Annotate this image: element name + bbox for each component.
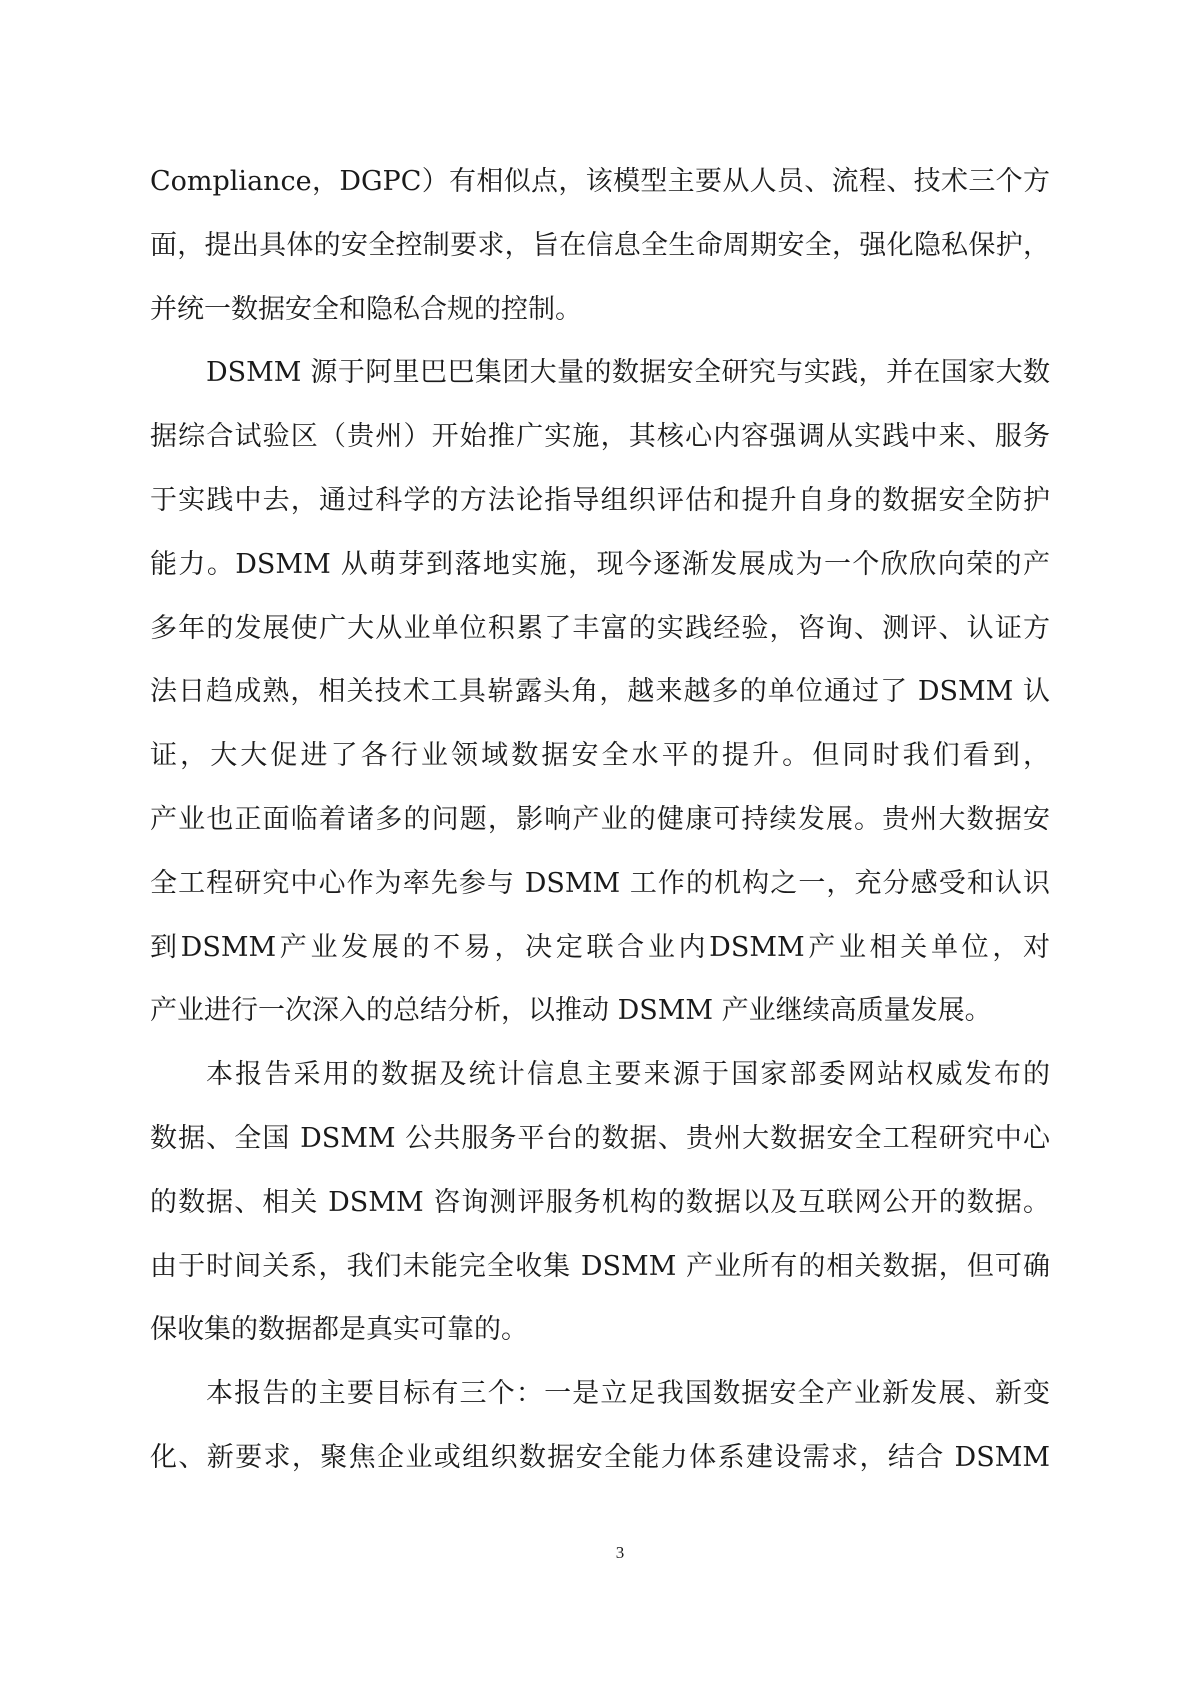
text-line: 法日趋成熟，相关技术工具崭露头角，越来越多的单位通过了 DSMM 认: [150, 676, 1050, 708]
text-line: 化、新要求，聚焦企业或组织数据安全能力体系建设需求，结合 DSMM: [150, 1441, 1050, 1473]
text-line: 证，大大促进了各行业领域数据安全水平的提升。但同时我们看到，: [150, 740, 1050, 772]
page-body: [150, 150, 1050, 1490]
text-line: 本报告的主要目标有三个：一是立足我国数据安全产业新发展、新变: [206, 1378, 1050, 1410]
text-line: 产业进行一次深入的总结分析，以推动 DSMM 产业继续高质量发展。: [150, 995, 992, 1027]
text-line: 产业也正面临着诸多的问题，影响产业的健康可持续发展。贵州大数据安: [150, 803, 1050, 835]
text-line: 的数据、相关 DSMM 咨询测评服务机构的数据以及互联网公开的数据。: [150, 1186, 1050, 1218]
text-line: 全工程研究中心作为率先参与 DSMM 工作的机构之一，充分感受和认识: [150, 867, 1050, 899]
text-line: 保收集的数据都是真实可靠的。: [150, 1314, 528, 1346]
text-line: 由于时间关系，我们未能完全收集 DSMM 产业所有的相关数据，但可确: [150, 1250, 1050, 1282]
text-line: 于实践中去，通过科学的方法论指导组织评估和提升自身的数据安全防护: [150, 484, 1050, 516]
text-line: 到DSMM产业发展的不易，决定联合业内DSMM产业相关单位，对: [150, 931, 1050, 963]
text-line: 多年的发展使广大从业单位积累了丰富的实践经验，咨询、测评、认证方: [150, 612, 1050, 644]
page-number: 3: [615, 1543, 625, 1562]
text-line: 数据、全国 DSMM 公共服务平台的数据、贵州大数据安全工程研究中心: [150, 1122, 1050, 1154]
text-line: 面，提出具体的安全控制要求，旨在信息全生命周期安全，强化隐私保护，: [150, 229, 1050, 261]
paragraph: [150, 150, 1050, 341]
paragraph: [150, 1362, 1050, 1490]
text-line: Compliance，DGPC）有相似点，该模型主要从人员、流程、技术三个方: [150, 166, 1050, 197]
text-line: 据综合试验区（贵州）开始推广实施，其核心内容强调从实践中来、服务: [150, 421, 1050, 453]
paragraph: [150, 1043, 1050, 1362]
text-line: 能力。DSMM 从萌芽到落地实施，现今逐渐发展成为一个欣欣向荣的产: [150, 548, 1050, 580]
text-line: DSMM 源于阿里巴巴集团大量的数据安全研究与实践，并在国家大数: [206, 357, 1050, 389]
text-line: 并统一数据安全和隐私合规的控制。: [150, 293, 582, 325]
text-line: 本报告采用的数据及统计信息主要来源于国家部委网站权威发布的: [206, 1059, 1050, 1091]
paragraph: [150, 341, 1050, 1043]
